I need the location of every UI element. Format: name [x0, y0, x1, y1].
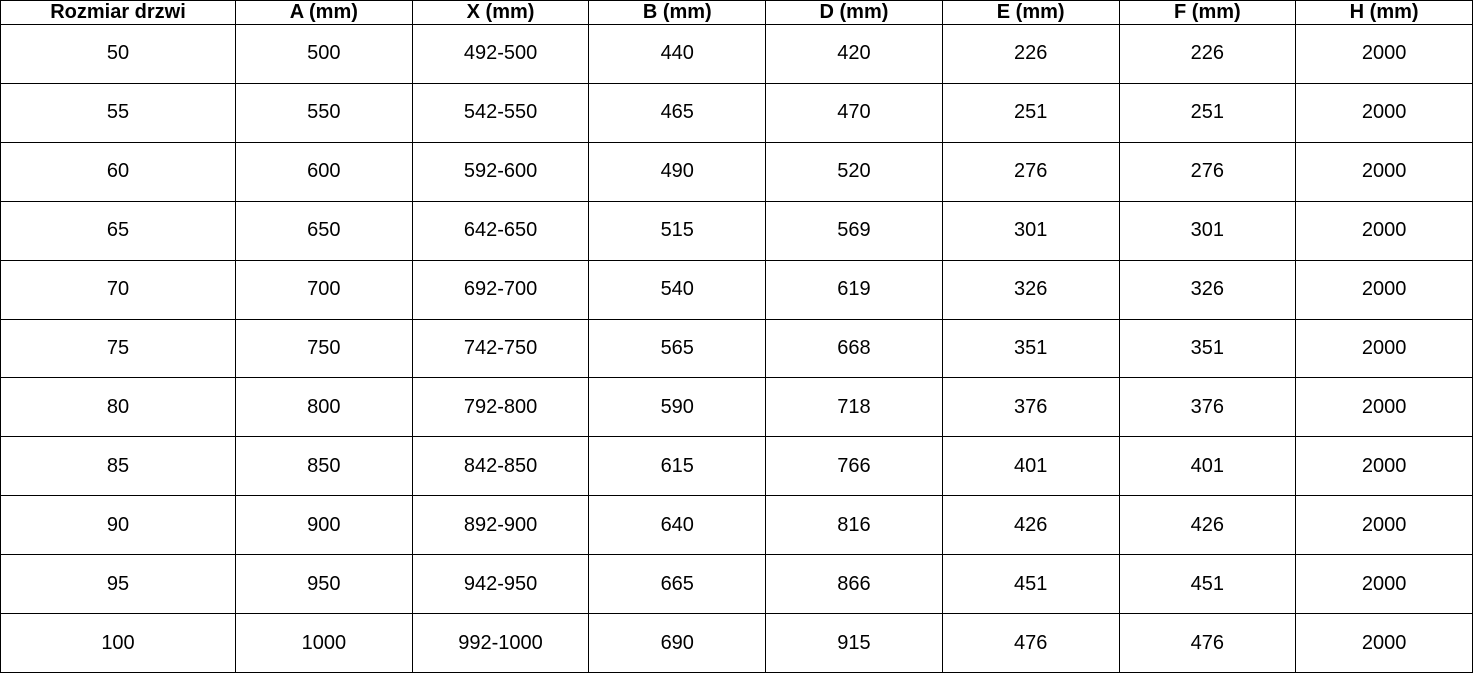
- column-header: X (mm): [412, 1, 589, 25]
- table-body: [1, 25, 1473, 673]
- table-cell: 90: [1, 496, 236, 555]
- table-row: [1, 25, 1473, 84]
- table-cell: 426: [942, 496, 1119, 555]
- table-cell: 476: [942, 614, 1119, 673]
- table-cell: 2000: [1296, 260, 1473, 319]
- table-cell: 950: [236, 555, 413, 614]
- table-cell: 2000: [1296, 555, 1473, 614]
- table-cell: 326: [1119, 260, 1296, 319]
- table-cell: 2000: [1296, 496, 1473, 555]
- table-cell: 750: [236, 319, 413, 378]
- column-header: F (mm): [1119, 1, 1296, 25]
- table-cell: 692-700: [412, 260, 589, 319]
- table-cell: 276: [942, 142, 1119, 201]
- table-header: [1, 1, 1473, 25]
- table-cell: 426: [1119, 496, 1296, 555]
- table-cell: 301: [942, 201, 1119, 260]
- table-cell: 50: [1, 25, 236, 84]
- table-cell: 615: [589, 437, 766, 496]
- table-cell: 540: [589, 260, 766, 319]
- table-cell: 700: [236, 260, 413, 319]
- table-cell: 85: [1, 437, 236, 496]
- table-cell: 476: [1119, 614, 1296, 673]
- table-cell: 842-850: [412, 437, 589, 496]
- table-cell: 520: [766, 142, 943, 201]
- table-cell: 2000: [1296, 437, 1473, 496]
- table-cell: 376: [1119, 378, 1296, 437]
- table-cell: 440: [589, 25, 766, 84]
- table-cell: 565: [589, 319, 766, 378]
- table-cell: 2000: [1296, 378, 1473, 437]
- table-cell: 465: [589, 83, 766, 142]
- table-cell: 816: [766, 496, 943, 555]
- table-cell: 226: [942, 25, 1119, 84]
- table-cell: 992-1000: [412, 614, 589, 673]
- table-cell: 80: [1, 378, 236, 437]
- table-cell: 492-500: [412, 25, 589, 84]
- table-cell: 2000: [1296, 83, 1473, 142]
- column-header: H (mm): [1296, 1, 1473, 25]
- table-row: [1, 260, 1473, 319]
- table-cell: 276: [1119, 142, 1296, 201]
- table-cell: 301: [1119, 201, 1296, 260]
- table-cell: 619: [766, 260, 943, 319]
- table-cell: 1000: [236, 614, 413, 673]
- table-cell: 600: [236, 142, 413, 201]
- table-cell: 470: [766, 83, 943, 142]
- table-cell: 515: [589, 201, 766, 260]
- table-cell: 70: [1, 260, 236, 319]
- table-cell: 2000: [1296, 142, 1473, 201]
- table-cell: 866: [766, 555, 943, 614]
- table-cell: 850: [236, 437, 413, 496]
- table-cell: 100: [1, 614, 236, 673]
- table-row: [1, 83, 1473, 142]
- table-cell: 451: [1119, 555, 1296, 614]
- table-row: [1, 437, 1473, 496]
- table-cell: 2000: [1296, 201, 1473, 260]
- table-cell: 60: [1, 142, 236, 201]
- table-cell: 650: [236, 201, 413, 260]
- table-cell: 690: [589, 614, 766, 673]
- table-cell: 742-750: [412, 319, 589, 378]
- table-cell: 326: [942, 260, 1119, 319]
- table-cell: 401: [1119, 437, 1296, 496]
- column-header: A (mm): [236, 1, 413, 25]
- table-cell: 792-800: [412, 378, 589, 437]
- table-cell: 665: [589, 555, 766, 614]
- table-cell: 376: [942, 378, 1119, 437]
- table-cell: 55: [1, 83, 236, 142]
- table-cell: 569: [766, 201, 943, 260]
- table-cell: 351: [942, 319, 1119, 378]
- table-cell: 640: [589, 496, 766, 555]
- table-cell: 251: [942, 83, 1119, 142]
- table-cell: 226: [1119, 25, 1296, 84]
- table-cell: 892-900: [412, 496, 589, 555]
- table-row: [1, 201, 1473, 260]
- table-cell: 900: [236, 496, 413, 555]
- table-cell: 718: [766, 378, 943, 437]
- table-cell: 351: [1119, 319, 1296, 378]
- column-header: E (mm): [942, 1, 1119, 25]
- table-row: [1, 378, 1473, 437]
- header-row: [1, 1, 1473, 25]
- table-row: [1, 555, 1473, 614]
- table-cell: 590: [589, 378, 766, 437]
- table-cell: 420: [766, 25, 943, 84]
- table-row: [1, 496, 1473, 555]
- table-cell: 2000: [1296, 319, 1473, 378]
- table-cell: 75: [1, 319, 236, 378]
- table-cell: 2000: [1296, 614, 1473, 673]
- table-cell: 490: [589, 142, 766, 201]
- table-cell: 542-550: [412, 83, 589, 142]
- table-cell: 95: [1, 555, 236, 614]
- column-header: D (mm): [766, 1, 943, 25]
- table-row: [1, 614, 1473, 673]
- column-header: Rozmiar drzwi: [1, 1, 236, 25]
- table-cell: 65: [1, 201, 236, 260]
- table-cell: 251: [1119, 83, 1296, 142]
- table-cell: 550: [236, 83, 413, 142]
- table-cell: 592-600: [412, 142, 589, 201]
- table-cell: 2000: [1296, 25, 1473, 84]
- column-header: B (mm): [589, 1, 766, 25]
- table-row: [1, 319, 1473, 378]
- table-cell: 942-950: [412, 555, 589, 614]
- table-cell: 915: [766, 614, 943, 673]
- table-cell: 401: [942, 437, 1119, 496]
- table-cell: 642-650: [412, 201, 589, 260]
- table-cell: 451: [942, 555, 1119, 614]
- table-cell: 668: [766, 319, 943, 378]
- table-cell: 800: [236, 378, 413, 437]
- table-cell: 766: [766, 437, 943, 496]
- table-cell: 500: [236, 25, 413, 84]
- table-row: [1, 142, 1473, 201]
